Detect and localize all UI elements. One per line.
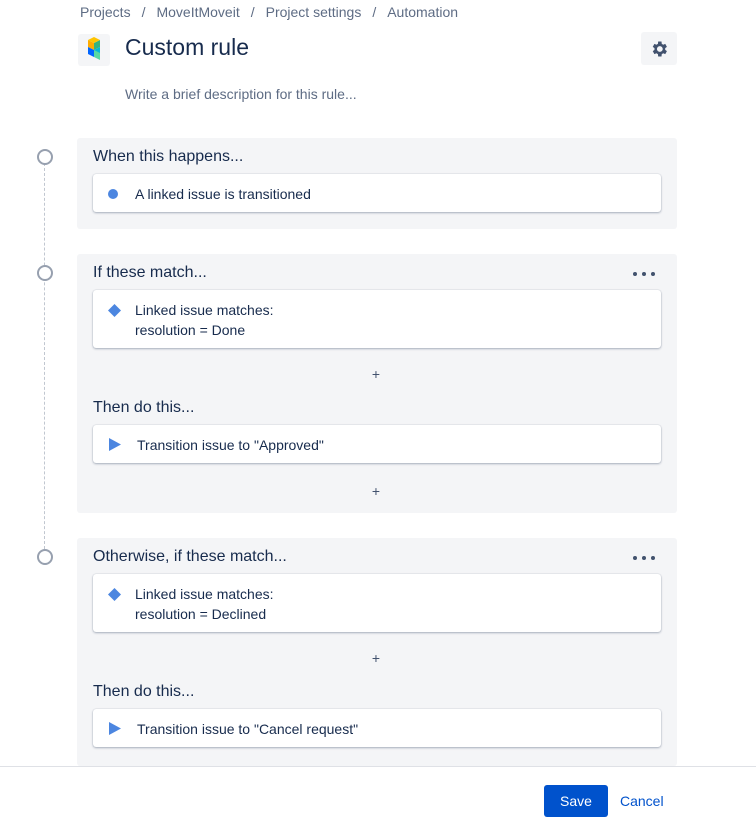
page-title: Custom rule [125,34,249,60]
condition-text [135,300,274,340]
timeline-line [44,163,45,549]
rule-description-field[interactable]: Write a brief description for this rule... [125,86,357,102]
condition-line-2: resolution = Declined [135,606,267,622]
more-options-button[interactable] [633,269,655,279]
breadcrumb-project[interactable]: MoveItMoveit [156,4,240,20]
condition-card[interactable] [93,290,661,348]
action-heading: Then do this... [93,683,195,700]
add-component-button[interactable]: + [371,650,381,666]
condition-text [135,584,274,624]
rule-settings-button[interactable] [641,32,677,65]
if-branch-section [77,254,677,513]
trigger-card[interactable] [93,174,661,212]
breadcrumb-projects[interactable]: Projects [80,4,131,20]
diamond-icon [108,304,121,317]
breadcrumb-separator: / [372,4,377,20]
trigger-section [77,138,677,229]
condition-card[interactable] [93,574,661,632]
trigger-text: A linked issue is transitioned [135,186,311,202]
breadcrumb-separator: / [250,4,255,20]
timeline-node [37,149,53,165]
action-heading: Then do this... [93,399,195,416]
condition-line-1: Linked issue matches: [135,302,274,318]
if-heading: If these match... [93,264,207,281]
breadcrumb [80,4,458,20]
action-text: Transition issue to "Cancel request" [137,721,359,737]
dot [651,556,655,560]
footer-bar [0,766,756,830]
action-text: Transition issue to "Approved" [137,437,324,453]
dot [633,272,637,276]
circle-dot-icon [108,189,118,199]
condition-line-1: Linked issue matches: [135,586,274,602]
condition-line-2: resolution = Done [135,322,246,338]
more-options-button[interactable] [633,553,655,563]
dot [633,556,637,560]
trigger-heading: When this happens... [93,148,244,165]
save-button[interactable]: Save [544,785,608,817]
cancel-button[interactable]: Cancel [614,785,670,817]
play-icon [108,722,121,735]
dot [642,272,646,276]
else-if-heading: Otherwise, if these match... [93,548,287,565]
add-component-button[interactable]: + [371,366,381,382]
timeline-node [37,265,53,281]
breadcrumb-automation[interactable]: Automation [387,4,459,20]
diamond-icon [108,588,121,601]
action-card[interactable] [93,425,661,463]
project-logo-icon [78,34,110,66]
breadcrumb-project-settings[interactable]: Project settings [265,4,362,20]
gear-icon [649,39,669,59]
else-if-branch-section [77,538,677,766]
add-component-button[interactable]: + [371,483,381,499]
timeline-node [37,549,53,565]
breadcrumb-separator: / [141,4,146,20]
dot [651,272,655,276]
play-icon [108,438,121,451]
dot [642,556,646,560]
action-card[interactable] [93,709,661,747]
